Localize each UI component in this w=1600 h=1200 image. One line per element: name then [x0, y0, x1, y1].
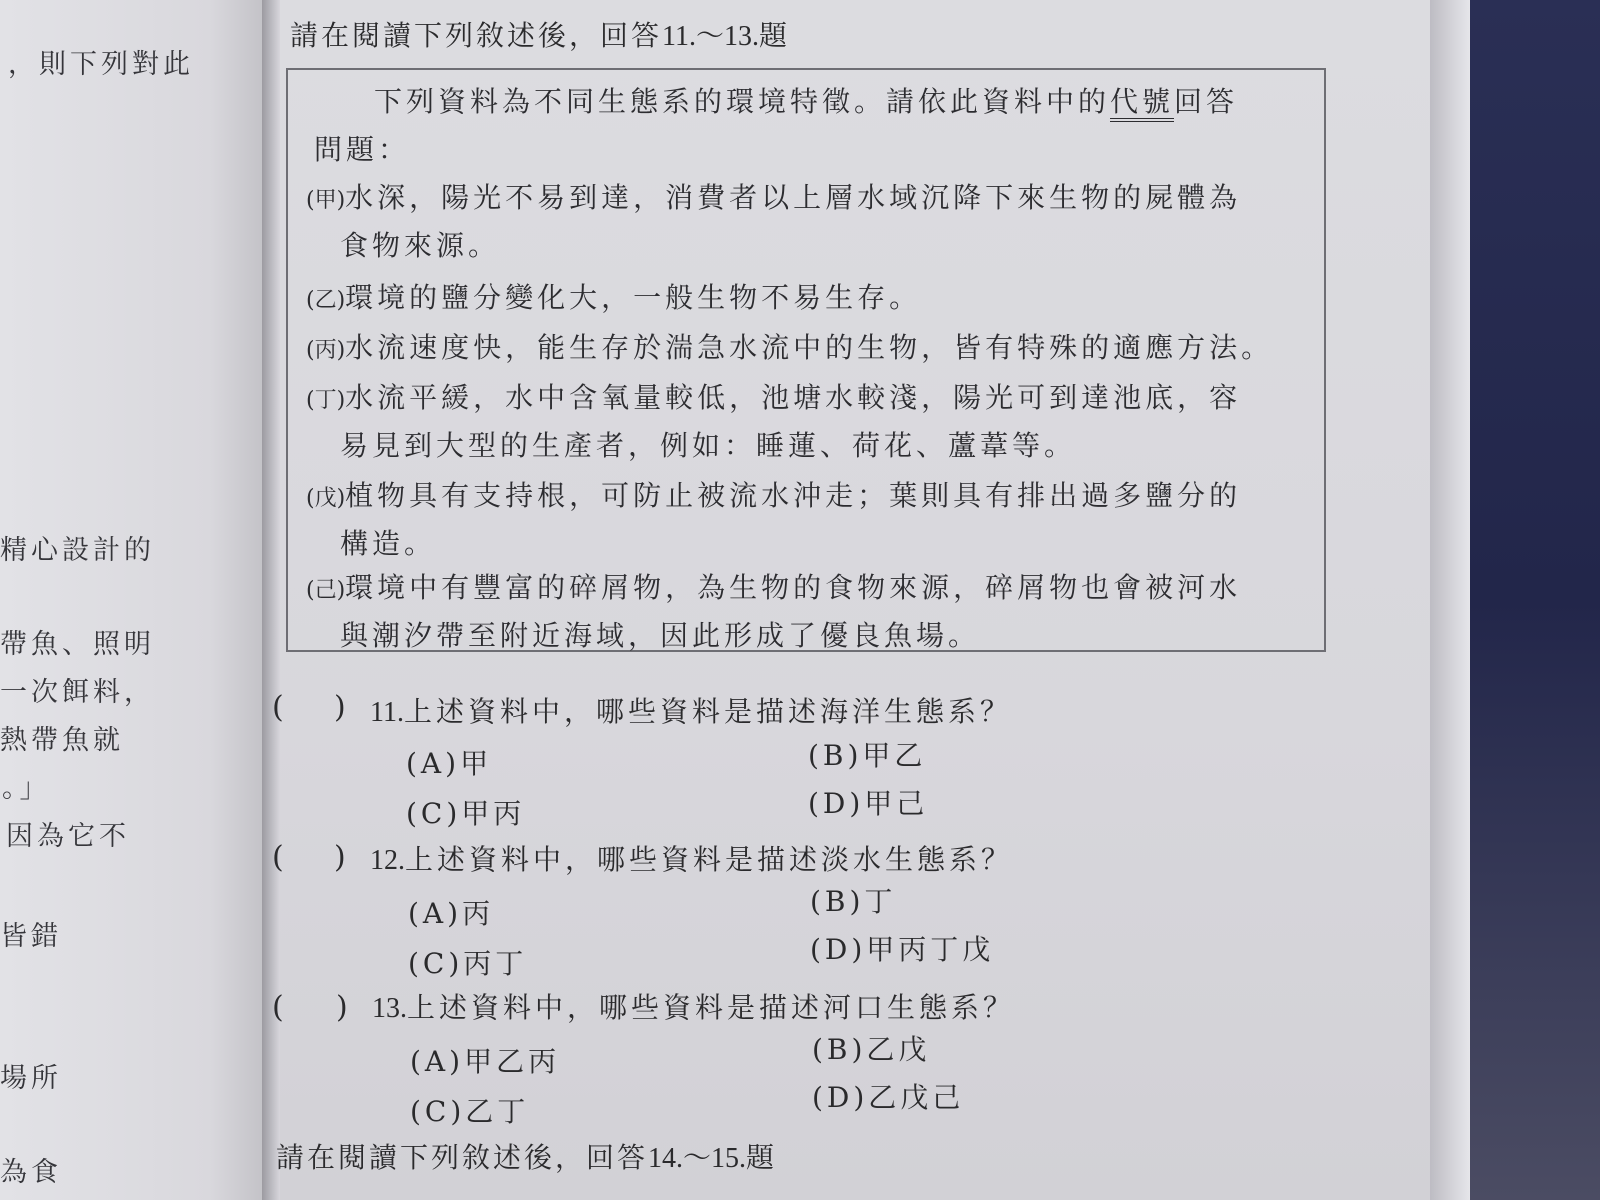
option: (A)丙: [408, 897, 495, 930]
option: (A)甲: [406, 747, 493, 780]
left-fragment: 一次餌料，: [0, 677, 155, 708]
answer-blank-close: ): [334, 840, 346, 875]
option: (B)甲乙: [808, 739, 927, 772]
question-11: 11.上述資料中，哪些資料是描述海洋生態系？: [370, 695, 1012, 728]
left-fragment: 。」: [2, 773, 51, 804]
option: (A)甲乙丙: [410, 1045, 561, 1078]
option: (D)甲己: [808, 787, 929, 820]
answer-blank-open: (: [272, 840, 284, 875]
ecosystem-info-box: [286, 68, 1326, 652]
option: (D)乙戊己: [812, 1081, 965, 1114]
answer-blank-close: ): [334, 690, 346, 725]
box-item: (戊)植物具有支持根，可防止被流水沖走；葉則具有排出過多鹽分的: [306, 479, 1242, 512]
option: (B)丁: [810, 885, 897, 918]
page-edge: [1430, 0, 1470, 1200]
question-12: 12.上述資料中，哪些資料是描述淡水生態系？: [370, 843, 1014, 876]
box-item: (丙)水流速度快，能生存於湍急水流中的生物，皆有特殊的適應方法。: [306, 331, 1274, 364]
box-item-cont: 易見到大型的生產者，例如：睡蓮、荷花、蘆葦等。: [340, 429, 1077, 462]
box-item: (丁)水流平緩，水中含氧量較低，池塘水較淺，陽光可到達池底，容: [306, 381, 1242, 414]
left-fragment: 熱帶魚就: [0, 725, 124, 756]
left-fragment: 帶魚、照明: [0, 629, 155, 660]
left-fragment: 精心設計的: [0, 535, 155, 566]
intro-bottom: 請在閱讀下列敘述後，回答14.～15.題: [276, 1141, 778, 1174]
box-lead-line-2: 問題：: [314, 133, 411, 166]
answer-blank-open: (: [272, 690, 284, 725]
left-fragment: 場所: [0, 1063, 62, 1094]
box-item: (甲)水深，陽光不易到達，消費者以上層水域沉降下來生物的屍體為: [306, 181, 1242, 214]
option: (B)乙戊: [812, 1033, 931, 1066]
left-fragment: 為食: [0, 1157, 62, 1188]
box-lead-line: 下列資料為不同生態系的環境特徵。請依此資料中的代號回答: [374, 80, 1238, 120]
box-item: (乙)環境的鹽分變化大，一般生物不易生存。: [306, 281, 922, 314]
box-item: (己)環境中有豐富的碎屑物，為生物的食物來源，碎屑物也會被河水: [306, 571, 1242, 604]
option: (C)乙丁: [410, 1095, 530, 1128]
box-item-cont: 食物來源。: [340, 229, 501, 262]
option: (C)丙丁: [408, 947, 528, 980]
left-fragment: ，則下列對此: [8, 49, 194, 80]
box-item-cont: 構造。: [340, 527, 437, 560]
option: (D)甲丙丁戊: [810, 933, 995, 966]
emphasis-code: 代號: [1110, 85, 1174, 122]
background-cover: [1470, 0, 1600, 1200]
question-13: 13.上述資料中，哪些資料是描述河口生態系？: [372, 991, 1016, 1024]
answer-blank-close: ): [336, 990, 348, 1025]
left-fragment: 因為它不: [6, 821, 130, 852]
box-item-cont: 與潮汐帶至附近海域，因此形成了優良魚場。: [340, 619, 981, 652]
option: (C)甲丙: [406, 797, 526, 830]
intro-top: 請在閱讀下列敘述後，回答11.～13.題: [290, 19, 790, 52]
answer-blank-open: (: [272, 990, 284, 1025]
left-page: [0, 0, 262, 1200]
left-fragment: 皆錯: [0, 921, 62, 952]
